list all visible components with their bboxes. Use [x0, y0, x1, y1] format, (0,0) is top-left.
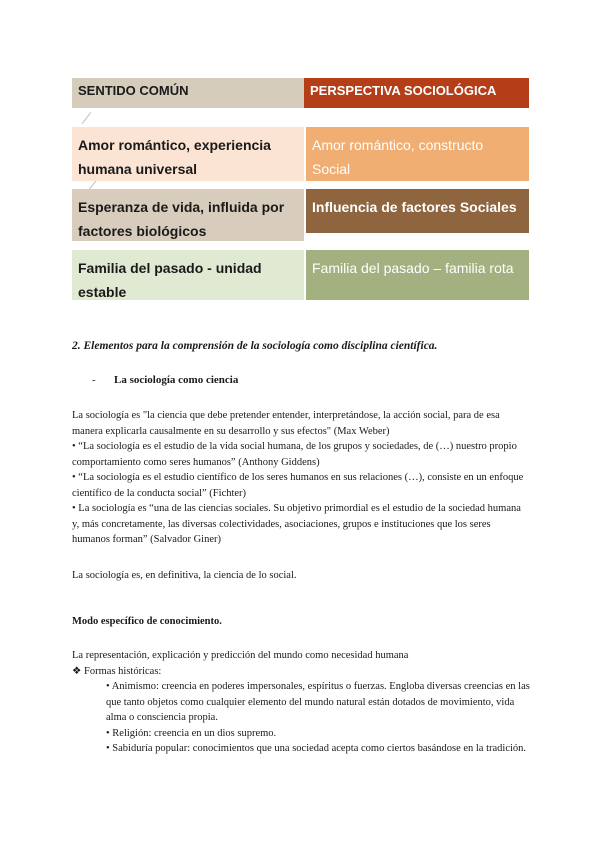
- table-cell-right: Familia del pasado – familia rota: [306, 250, 529, 300]
- subheading: [92, 374, 238, 386]
- definition-paragraph: • “La sociología es el estudio científico de los seres humanos en sus relaciones (…), consiste en un enfoque científico de la conducta social” (Fichter): [72, 472, 524, 499]
- knowledge-block: [72, 648, 530, 757]
- form-item: • Animismo: creencia en poderes impersonales, espíritus o fuerzas. Engloba diversas creencias en las que tanto objetos como cualquier elemento del mundo natural están dotados de movimiento, vida alma o consciencia propia.: [106, 681, 530, 723]
- table-cell-left: Esperanza de vida, influida por factores biológicos: [72, 189, 304, 241]
- table-cell-right: Amor romántico, constructo Social: [306, 127, 529, 181]
- definitions-block: [72, 408, 530, 548]
- definition-paragraph: • “La sociología es el estudio de la vida social humana, de los grupos y sociedades, de (…) nuestro propio comportamiento como seres humanos” (Anthony Giddens): [72, 441, 517, 468]
- form-item: • Sabiduría popular: conocimientos que una sociedad acepta como ciertos basándose en la tradición.: [106, 743, 527, 754]
- subheading-text: La sociología como ciencia: [114, 374, 239, 386]
- knowledge-heading: Modo específico de conocimiento.: [72, 616, 222, 627]
- list-dash: -: [92, 374, 96, 386]
- definition-paragraph: • La sociología es “una de las ciencias sociales. Su objetivo primordial es el estudio de la sociedad humana y, más concretamente, las diversas colectividades, asociaciones, grupos e instituciones que los seres humanos forman” (Salvador Giner): [72, 503, 521, 545]
- table-cell-left: Amor romántico, experiencia humana universal: [72, 127, 304, 181]
- definition-paragraph: La sociología es "la ciencia que debe pretender entender, interpretándose, la acción social, para de esa manera explicarla causalmente en su desarrollo y sus efectos" (Max Weber): [72, 410, 500, 437]
- historical-forms-label: ❖ Formas históricas:: [72, 665, 162, 677]
- form-item: • Religión: creencia en un dios supremo.: [106, 727, 277, 739]
- table-cell-left: Familia del pasado - unidad estable: [72, 250, 304, 300]
- table-header-perspectiva-sociologica: PERSPECTIVA SOCIOLÓGICA: [304, 78, 529, 108]
- table-cell-right: Influencia de factores Sociales: [306, 189, 529, 233]
- section-title: 2. Elementos para la comprensión de la sociología como disciplina científica.: [72, 340, 438, 352]
- decorative-connector-line: [82, 112, 91, 124]
- conclusion-paragraph: La sociología es, en definitiva, la ciencia de lo social.: [72, 570, 297, 581]
- knowledge-intro: La representación, explicación y predicción del mundo como necesidad humana: [72, 650, 409, 661]
- table-header-sentido-comun: SENTIDO COMÚN: [72, 78, 304, 108]
